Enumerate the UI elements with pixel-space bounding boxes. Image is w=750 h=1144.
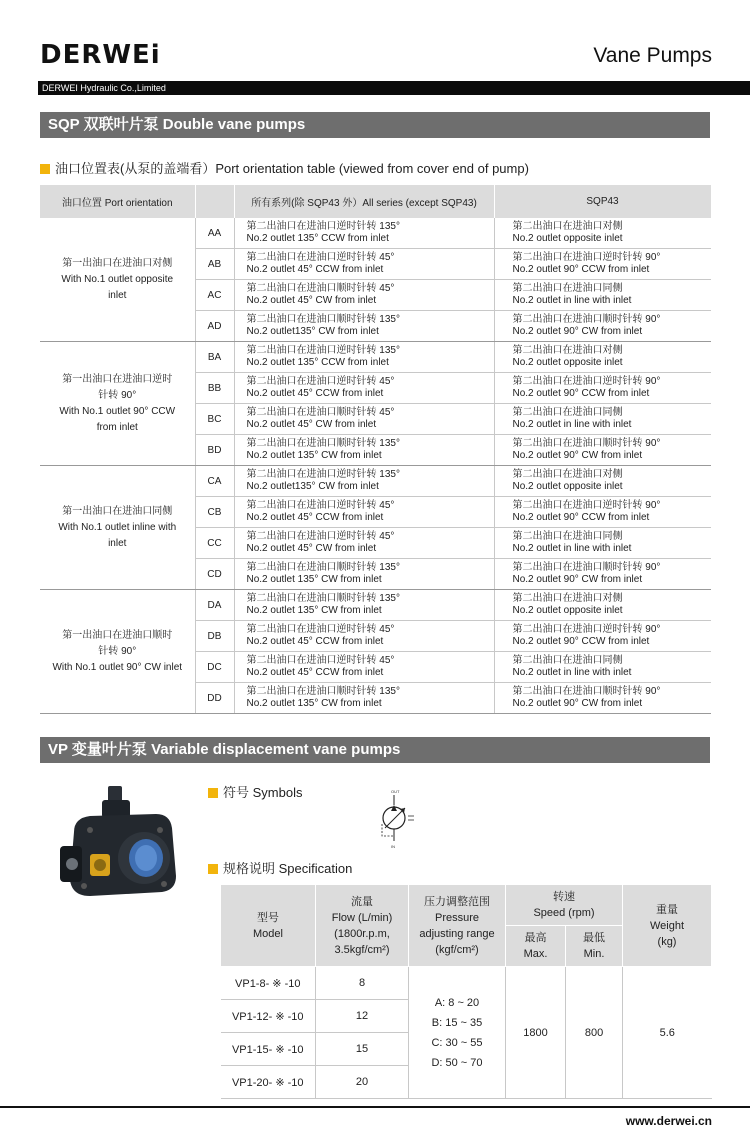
sqp43-cell [494,466,711,497]
footer-divider [0,1106,750,1108]
sqp43-cell [494,590,711,621]
header-all-series: 所有系列(除 SQP43 外）All series (except SQP43) [234,185,494,218]
sqp43-cn: 第二出油口在进油口对侧 [512,221,623,232]
all-series-en: No.2 outlet 135° CW from inlet [246,698,382,709]
all-series-en: No.2 outlet 135° CW from inlet [246,605,382,616]
sqp43-en: No.2 outlet in line with inlet [512,295,632,306]
all-series-cn: 第二出油口在进油口逆时针转 45° [246,500,395,511]
spec-pressure-ranges: A: 8 ~ 20 B: 15 ~ 35 C: 30 ~ 55 D: 50 ~ 70 [409,967,506,1099]
header-pressure: 压力调整范围 Pressure adjusting range (kgf/cm²) [409,885,506,967]
specification-table [220,884,712,1099]
header-code [195,185,234,218]
group-label [40,466,195,590]
all-series-cell [234,218,494,249]
all-series-en: No.2 outlet 45° CW from inlet [246,419,377,430]
sqp43-en: No.2 outlet 90° CCW from inlet [512,512,650,523]
spec-label: 规格说明 Specification [223,861,353,876]
sqp43-en: No.2 outlet in line with inlet [512,667,632,678]
port-code: AB [195,249,234,280]
port-table-row [40,342,711,373]
sqp43-cn: 第二出油口在进油口逆时针转 90° [512,252,661,263]
company-logo: DERWEi [40,40,161,70]
all-series-cell [234,311,494,342]
group-label-en: With No.1 outlet opposite inlet [61,273,174,301]
sqp43-cn: 第二出油口在进油口顺时针转 90° [512,562,661,573]
spec-flow: 12 [316,1000,409,1033]
header-flow: 流量 Flow (L/min) (1800r.p.m, 3.5kgf/cm²) [316,885,409,967]
sqp43-cn: 第二出油口在进油口同侧 [512,531,623,542]
header-sqp43: SQP43 [494,185,711,218]
all-series-en: No.2 outlet135° CW from inlet [246,326,379,337]
port-code: BC [195,404,234,435]
footer-website: www.derwei.cn [625,1114,712,1128]
all-series-cell [234,652,494,683]
port-orientation-table [40,185,712,714]
sqp43-cn: 第二出油口在进油口同侧 [512,283,623,294]
all-series-cn: 第二出油口在进油口顺时针转 135° [246,686,400,697]
spec-speed-max: 1800 [506,967,566,1099]
group-label [40,590,195,714]
spec-heading [208,858,352,877]
port-table-header-row [40,185,711,218]
all-series-cn: 第二出油口在进油口顺时针转 135° [246,438,400,449]
spec-flow: 8 [316,967,409,1000]
sqp43-cell [494,249,711,280]
spec-model: VP1-12- ※ -10 [221,1000,316,1033]
all-series-cn: 第二出油口在进油口逆时针转 135° [246,469,400,480]
all-series-cn: 第二出油口在进油口顺时针转 45° [246,283,395,294]
all-series-en: No.2 outlet 135° CCW from inlet [246,357,389,368]
all-series-en: No.2 outlet 135° CW from inlet [246,574,382,585]
header-weight: 重量 Weight (kg) [623,885,712,967]
bullet-square-icon [208,864,218,874]
sqp43-en: No.2 outlet 90° CW from inlet [512,574,643,585]
port-code: CA [195,466,234,497]
all-series-cell [234,683,494,714]
port-code: CC [195,528,234,559]
sqp43-cn: 第二出油口在进油口对侧 [512,469,623,480]
header-speed: 转速 Speed (rpm) [506,885,623,926]
port-table-title: 油口位置表(从泵的盖端看）Port orientation table (viewed from cover end of pump) [55,161,529,176]
group-label [40,342,195,466]
sqp43-en: No.2 outlet opposite inlet [512,481,623,492]
company-name-bar: DERWEI Hydraulic Co.,Limited [38,81,750,95]
bullet-square-icon [208,788,218,798]
sqp43-cell [494,621,711,652]
header-speed-min: 最低 Min. [566,926,623,967]
sqp43-cell [494,528,711,559]
sqp43-cell [494,559,711,590]
sqp43-cn: 第二出油口在进油口对侧 [512,593,623,604]
symbols-heading [208,782,302,801]
sqp43-cell [494,435,711,466]
sqp43-cell [494,373,711,404]
spec-weight: 5.6 [623,967,712,1099]
sqp43-en: No.2 outlet opposite inlet [512,233,623,244]
header-port-orientation: 油口位置 Port orientation [40,185,195,218]
spec-flow: 15 [316,1033,409,1066]
all-series-en: No.2 outlet135° CW from inlet [246,481,379,492]
all-series-cn: 第二出油口在进油口顺时针转 135° [246,314,400,325]
header-speed-max: 最高 Max. [506,926,566,967]
all-series-en: No.2 outlet 45° CCW from inlet [246,388,384,399]
all-series-cell [234,528,494,559]
group-label-en: With No.1 outlet 90° CW inlet [52,661,183,673]
hydraulic-pump-symbol [372,786,418,850]
port-table-row [40,218,711,249]
sqp43-cn: 第二出油口在进油口同侧 [512,407,623,418]
group-label-cn: 第一出油口在进油口逆时针转 90° [62,373,173,401]
all-series-en: No.2 outlet 45° CCW from inlet [246,512,384,523]
sqp-section-title: SQP 双联叶片泵 Double vane pumps [40,112,710,138]
spec-model: VP1-20- ※ -10 [221,1066,316,1099]
all-series-en: No.2 outlet 45° CCW from inlet [246,264,384,275]
all-series-cell [234,559,494,590]
spec-flow: 20 [316,1066,409,1099]
sqp43-cn: 第二出油口在进油口顺时针转 90° [512,438,661,449]
sqp43-cell [494,652,711,683]
sqp43-en: No.2 outlet 90° CCW from inlet [512,264,650,275]
port-code: BA [195,342,234,373]
port-code: CB [195,497,234,528]
port-code: DB [195,621,234,652]
sqp43-cell [494,280,711,311]
vp-section-title: VP 变量叶片泵 Variable displacement vane pumps [40,737,710,763]
port-code: BD [195,435,234,466]
spec-model: VP1-15- ※ -10 [221,1033,316,1066]
port-table-heading [40,158,529,177]
port-code: BB [195,373,234,404]
all-series-cell [234,342,494,373]
sqp43-en: No.2 outlet 90° CCW from inlet [512,636,650,647]
all-series-cn: 第二出油口在进油口顺时针转 135° [246,562,400,573]
port-code: CD [195,559,234,590]
group-label-cn: 第一出油口在进油口同侧 [62,505,173,517]
header-model: 型号 Model [221,885,316,967]
all-series-en: No.2 outlet 45° CW from inlet [246,543,377,554]
all-series-en: No.2 outlet 45° CCW from inlet [246,667,384,678]
port-code: AD [195,311,234,342]
document-title: Vane Pumps [593,44,712,67]
all-series-cell [234,280,494,311]
all-series-cell [234,621,494,652]
spec-row [221,967,712,1000]
vane-pump-photo [60,784,190,902]
all-series-en: No.2 outlet 135° CCW from inlet [246,233,389,244]
sqp43-cn: 第二出油口在进油口顺时针转 90° [512,686,661,697]
spec-model: VP1-8- ※ -10 [221,967,316,1000]
group-label-cn: 第一出油口在进油口对侧 [62,257,173,269]
port-code: DA [195,590,234,621]
sqp43-cell [494,404,711,435]
sqp43-cell [494,683,711,714]
all-series-en: No.2 outlet 45° CCW from inlet [246,636,384,647]
group-label-cn: 第一出油口在进油口顺时针转 90° [62,629,173,657]
sqp43-en: No.2 outlet opposite inlet [512,605,623,616]
all-series-cn: 第二出油口在进油口顺时针转 135° [246,593,400,604]
sqp43-cn: 第二出油口在进油口逆时针转 90° [512,500,661,511]
sqp43-en: No.2 outlet in line with inlet [512,419,632,430]
sqp43-cn: 第二出油口在进油口顺时针转 90° [512,314,661,325]
all-series-en: No.2 outlet 45° CW from inlet [246,295,377,306]
sqp43-cell [494,311,711,342]
sqp43-cn: 第二出油口在进油口同侧 [512,655,623,666]
sqp43-cell [494,497,711,528]
bullet-square-icon [40,164,50,174]
group-label [40,218,195,342]
sqp43-en: No.2 outlet opposite inlet [512,357,623,368]
sqp43-en: No.2 outlet 90° CW from inlet [512,326,643,337]
all-series-cn: 第二出油口在进油口逆时针转 135° [246,221,400,232]
port-table-row [40,466,711,497]
spec-speed-min: 800 [566,967,623,1099]
sqp43-cn: 第二出油口在进油口逆时针转 90° [512,376,661,387]
all-series-cn: 第二出油口在进油口逆时针转 45° [246,531,395,542]
all-series-cn: 第二出油口在进油口逆时针转 135° [246,345,400,356]
sqp43-cn: 第二出油口在进油口对侧 [512,345,623,356]
sqp43-en: No.2 outlet 90° CCW from inlet [512,388,650,399]
sqp43-cell [494,218,711,249]
port-code: AA [195,218,234,249]
all-series-cell [234,466,494,497]
all-series-cn: 第二出油口在进油口逆时针转 45° [246,624,395,635]
symbol-in-label: IN [391,844,395,849]
all-series-cn: 第二出油口在进油口逆时针转 45° [246,252,395,263]
sqp43-en: No.2 outlet 90° CW from inlet [512,698,643,709]
group-label-en: With No.1 outlet inline with inlet [58,521,177,549]
symbol-out-label: OUT [391,789,400,794]
all-series-cn: 第二出油口在进油口逆时针转 45° [246,655,395,666]
sqp43-en: No.2 outlet in line with inlet [512,543,632,554]
all-series-cn: 第二出油口在进油口逆时针转 45° [246,376,395,387]
port-code: AC [195,280,234,311]
all-series-cell [234,404,494,435]
group-label-en: With No.1 outlet 90° CCW from inlet [59,405,176,433]
port-code: DD [195,683,234,714]
all-series-cell [234,373,494,404]
all-series-cell [234,590,494,621]
port-table-row [40,590,711,621]
sqp43-en: No.2 outlet 90° CW from inlet [512,450,643,461]
port-code: DC [195,652,234,683]
symbols-label: 符号 Symbols [223,785,303,800]
sqp43-cn: 第二出油口在进油口逆时针转 90° [512,624,661,635]
all-series-en: No.2 outlet 135° CW from inlet [246,450,382,461]
all-series-cn: 第二出油口在进油口顺时针转 45° [246,407,395,418]
all-series-cell [234,497,494,528]
all-series-cell [234,435,494,466]
sqp43-cell [494,342,711,373]
all-series-cell [234,249,494,280]
